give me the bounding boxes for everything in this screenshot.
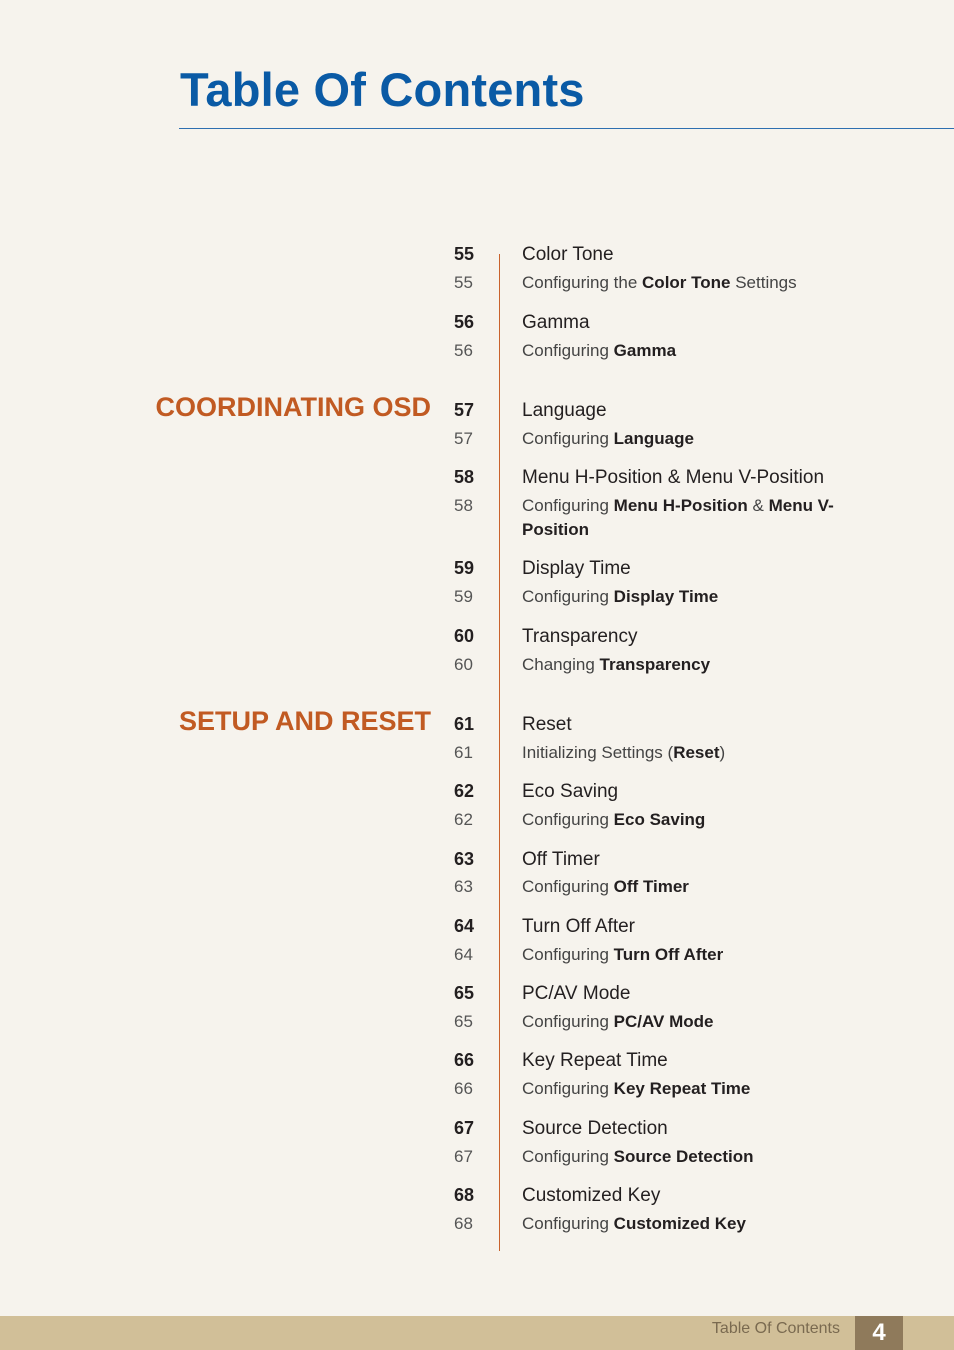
toc-subentry-text[interactable]: Configuring Customized Key: [522, 1214, 746, 1233]
toc-subentry-text[interactable]: Configuring Turn Off After: [522, 945, 724, 964]
toc-subpage-number[interactable]: 65: [454, 1012, 473, 1031]
toc-entry-title[interactable]: Language: [522, 400, 607, 421]
toc-subpage-number[interactable]: 55: [454, 273, 473, 292]
toc-entry-title[interactable]: Customized Key: [522, 1185, 661, 1206]
toc-subentry-text[interactable]: Configuring Off Timer: [522, 877, 689, 896]
toc-entry-title[interactable]: Reset: [522, 714, 572, 735]
toc-page-number[interactable]: 68: [454, 1185, 475, 1205]
page-title: Table Of Contents: [180, 63, 585, 116]
toc-subpage-number[interactable]: 58: [454, 496, 473, 515]
toc-subpage-number[interactable]: 63: [454, 877, 473, 896]
toc-subentry-text[interactable]: Configuring Eco Saving: [522, 810, 706, 829]
toc-page-number[interactable]: 67: [454, 1118, 475, 1138]
toc-subpage-number[interactable]: 67: [454, 1147, 473, 1166]
toc-entry-title[interactable]: Key Repeat Time: [522, 1050, 668, 1071]
toc-subentry-text[interactable]: Configuring Gamma: [522, 341, 677, 360]
page-number-box: 4: [855, 1316, 903, 1350]
toc-entry-title[interactable]: Off Timer: [522, 849, 600, 870]
toc-page-number[interactable]: 60: [454, 626, 475, 646]
toc-subpage-number[interactable]: 64: [454, 945, 473, 964]
toc-page-number[interactable]: 66: [454, 1050, 475, 1070]
toc-subentry-text[interactable]: Configuring Key Repeat Time: [522, 1079, 751, 1098]
toc-page-number[interactable]: 55: [454, 244, 475, 264]
footer-label: Table Of Contents: [711, 1320, 840, 1337]
toc-page-number[interactable]: 61: [454, 714, 475, 734]
toc-subpage-number[interactable]: 62: [454, 810, 473, 829]
toc-vertical-divider: [499, 254, 500, 1251]
toc-page-number[interactable]: 57: [454, 400, 475, 420]
toc-page-number[interactable]: 58: [454, 467, 475, 487]
title-divider: [179, 128, 954, 129]
toc-page-number[interactable]: 63: [454, 849, 475, 869]
toc-subentry-text[interactable]: Configuring Language: [522, 429, 694, 448]
toc-subentry-text[interactable]: Configuring Menu H-Position & Menu V-Position: [522, 496, 834, 539]
toc-entry-title[interactable]: Source Detection: [522, 1118, 668, 1139]
toc-subpage-number[interactable]: 56: [454, 341, 473, 360]
toc-page-number[interactable]: 62: [454, 781, 475, 801]
toc-subpage-number[interactable]: 68: [454, 1214, 473, 1233]
toc-subentry-text[interactable]: Configuring PC/AV Mode: [522, 1012, 714, 1031]
section-heading-setup-and-reset: SETUP AND RESET: [178, 706, 431, 736]
toc-subentry-text[interactable]: Configuring the Color Tone Settings: [522, 273, 797, 292]
toc-entry-title[interactable]: Transparency: [522, 626, 638, 647]
toc-subpage-number[interactable]: 61: [454, 743, 473, 762]
toc-entry-title[interactable]: Color Tone: [522, 244, 614, 265]
toc-entry-title[interactable]: Menu H-Position & Menu V-Position: [522, 467, 825, 488]
toc-page-number[interactable]: 56: [454, 312, 475, 332]
toc-subpage-number[interactable]: 59: [454, 587, 473, 606]
toc-entry-title[interactable]: PC/AV Mode: [522, 983, 631, 1004]
toc-page-number[interactable]: 59: [454, 558, 475, 578]
toc-page-number[interactable]: 64: [454, 916, 475, 936]
toc-entry-title[interactable]: Eco Saving: [522, 781, 619, 802]
toc-subentry-text[interactable]: Changing Transparency: [522, 655, 711, 674]
toc-subpage-number[interactable]: 60: [454, 655, 473, 674]
toc-entry-title[interactable]: Display Time: [522, 558, 631, 579]
toc-entry-title[interactable]: Turn Off After: [522, 916, 635, 937]
toc-subpage-number[interactable]: 57: [454, 429, 473, 448]
toc-entry-title[interactable]: Gamma: [522, 312, 590, 333]
toc-subentry-text[interactable]: Configuring Display Time: [522, 587, 719, 606]
toc-page-number[interactable]: 65: [454, 983, 475, 1003]
section-heading-coordinating-osd: COORDINATING OSD: [155, 392, 431, 422]
toc-subentry-text[interactable]: Initializing Settings (Reset): [522, 743, 726, 762]
toc-subpage-number[interactable]: 66: [454, 1079, 473, 1098]
toc-subentry-text[interactable]: Configuring Source Detection: [522, 1147, 754, 1166]
